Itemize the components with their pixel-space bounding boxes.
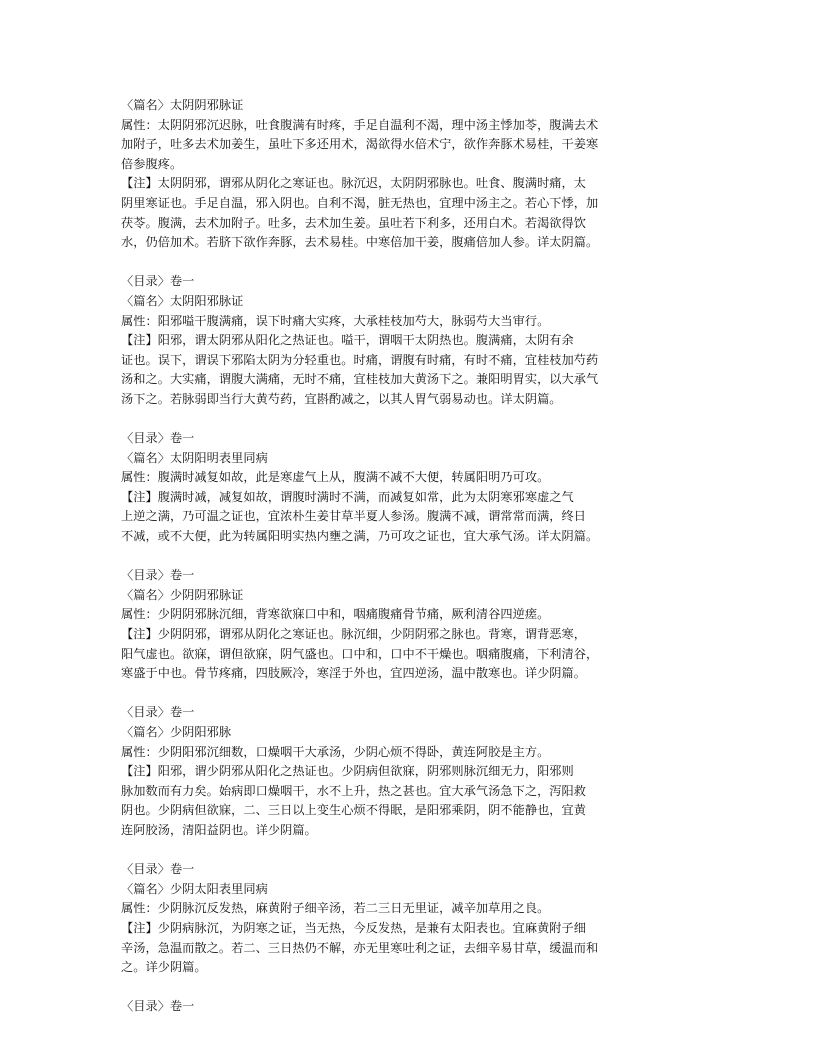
section-trailing-catalog bbox=[121, 997, 681, 1017]
catalog-line: 〈目录〉卷一 bbox=[121, 705, 195, 720]
section-shaoyin-yin-evil bbox=[121, 566, 681, 684]
annotation-line: 【注】阳邪，谓少阴邪从阳化之热证也。少阴病但欲寐，阴邪则脉沉细无力，阳邪则 bbox=[121, 764, 574, 779]
attribute-line: 属性：腹满时减复如故，此是寒虚气上从，腹满不减不大便，转属阳明乃可攻。 bbox=[121, 470, 550, 485]
annotation-line: 辛汤，急温而散之。若二、三日热仍不解，亦无里寒吐利之证，去细辛易甘草，缓温而和 bbox=[121, 940, 599, 955]
annotation-line: 寒盛于中也。骨节疼痛，四肢厥冷，寒淫于外也，宜四逆汤，温中散寒也。详少阴篇。 bbox=[121, 666, 587, 681]
catalog-line: 〈目录〉卷一 bbox=[121, 999, 195, 1014]
section-title: 〈篇名〉少阴阴邪脉证 bbox=[121, 587, 244, 602]
section-title: 〈篇名〉太阴阴邪脉证 bbox=[121, 98, 244, 112]
annotation-line: 汤和之。大实痛，谓腹大满痛，无时不痛，宜桂枝加大黄汤下之。兼阳明胃实，以大承气 bbox=[121, 372, 599, 387]
attribute-line: 属性：少阴阴邪脉沉细，背寒欲寐口中和，咽痛腹痛骨节痛，厥利清谷四逆瘥。 bbox=[121, 607, 550, 622]
section-title: 〈篇名〉太阴阳明表里同病 bbox=[121, 450, 268, 465]
section-taiyin-yang-evil bbox=[121, 272, 681, 409]
annotation-line: 汤下之。若脉弱即当行大黄芍药，宜斟酌减之，以其人胃气弱易动也。详太阴篇。 bbox=[121, 391, 562, 406]
annotation-line: 脉加数而有力矣。始病即口燥咽干，水不上升，热之甚也。宜大承气汤急下之，泻阳救 bbox=[121, 783, 587, 798]
paragraph-gap bbox=[121, 547, 681, 567]
paragraph-gap bbox=[121, 684, 681, 704]
annotation-line: 不减，或不大便，此为转属阳明实热内壅之满，乃可攻之证也，宜大承气汤。详太阴篇。 bbox=[121, 529, 599, 544]
catalog-line: 〈目录〉卷一 bbox=[121, 862, 195, 877]
section-title: 〈篇名〉少阴阳邪脉 bbox=[121, 725, 232, 739]
annotation-line: 【注】少阴阴邪，谓邪从阴化之寒证也。脉沉细，少阴阴邪之脉也。背寒，谓背恶寒， bbox=[121, 627, 587, 642]
attribute-line: 属性：阳邪嗌干腹满痛，误下时痛大实疼，大承桂枝加芍大，脉弱芍大当审行。 bbox=[121, 313, 550, 328]
annotation-line: 证也。误下，谓误下邪陷太阴为分轻重也。时痛，谓腹有时痛，有时不痛，宜桂枝加芍药 bbox=[121, 352, 599, 367]
annotation-line: 阴里寒证也。手足自温，邪入阴也。自利不渴，脏无热也，宜理中汤主之。若心下悸，加 bbox=[121, 195, 599, 210]
catalog-line: 〈目录〉卷一 bbox=[121, 274, 195, 289]
annotation-line: 之。详少阴篇。 bbox=[121, 960, 207, 975]
catalog-line: 〈目录〉卷一 bbox=[121, 568, 195, 583]
annotation-line: 上逆之满，乃可温之证也，宜浓朴生姜甘草半夏人参汤。腹满不减，谓常常而满，终日 bbox=[121, 509, 587, 524]
section-shaoyin-yang-evil bbox=[121, 703, 681, 840]
catalog-line: 〈目录〉卷一 bbox=[121, 431, 195, 446]
document-page bbox=[121, 96, 681, 1017]
attribute-line: 倍参腹疼。 bbox=[121, 156, 183, 171]
attribute-line: 属性：少阴脉沉反发热，麻黄附子细辛汤，若二三日无里证，减辛加草用之良。 bbox=[121, 901, 550, 916]
annotation-line: 【注】太阴阴邪，谓邪从阴化之寒证也。脉沉迟，太阴阴邪脉也。吐食、腹满时痛，太 bbox=[121, 176, 587, 191]
section-taiyin-yangming bbox=[121, 429, 681, 547]
annotation-line: 水，仍倍加术。若脐下欲作奔豚，去术易桂。中寒倍加干姜，腹痛倍加人参。详太阴篇。 bbox=[121, 235, 599, 250]
section-title: 〈篇名〉太阴阳邪脉证 bbox=[121, 293, 244, 308]
attribute-line: 属性：太阴阴邪沉迟脉，吐食腹满有时疼，手足自温利不渴，理中汤主悸加苓，腹满去术 bbox=[121, 117, 599, 132]
annotation-line: 【注】阳邪，谓太阴邪从阳化之热证也。嗌干，谓咽干太阴热也。腹满痛，太阴有余 bbox=[121, 333, 574, 348]
annotation-line: 阳气虚也。欲寐，谓但欲寐，阴气盛也。口中和，口中不干燥也。咽痛腹痛，下利清谷， bbox=[121, 646, 599, 661]
annotation-line: 连阿胶汤，清阳益阴也。详少阴篇。 bbox=[121, 822, 317, 837]
paragraph-gap bbox=[121, 978, 681, 998]
section-shaoyin-taiyang bbox=[121, 860, 681, 978]
paragraph-gap bbox=[121, 410, 681, 430]
attribute-line: 加附子，吐多去术加姜生，虽吐下多还用术，渴欲得水倍术宁，欲作奔豚术易桂，干姜寒 bbox=[121, 137, 599, 152]
section-title: 〈篇名〉少阴太阳表里同病 bbox=[121, 881, 268, 896]
attribute-line: 属性：少阴阳邪沉细数，口燥咽干大承汤，少阴心烦不得卧，黄连阿胶是主方。 bbox=[121, 744, 550, 759]
annotation-line: 阴也。少阴病但欲寐，二、三日以上变生心烦不得眠，是阳邪乘阴，阴不能静也，宜黄 bbox=[121, 803, 587, 818]
annotation-line: 茯苓。腹满，去术加附子。吐多，去术加生姜。虽吐若下利多，还用白术。若渴欲得饮 bbox=[121, 215, 587, 230]
paragraph-gap bbox=[121, 253, 681, 273]
section-taiyin-yin-evil bbox=[121, 96, 681, 253]
annotation-line: 【注】腹满时减，减复如故，谓腹时满时不满，而减复如常，此为太阴寒邪寒虚之气 bbox=[121, 489, 574, 504]
paragraph-gap bbox=[121, 841, 681, 861]
annotation-line: 【注】少阴病脉沉，为阴寒之证，当无热，今反发热，是兼有太阳表也。宜麻黄附子细 bbox=[121, 920, 587, 935]
